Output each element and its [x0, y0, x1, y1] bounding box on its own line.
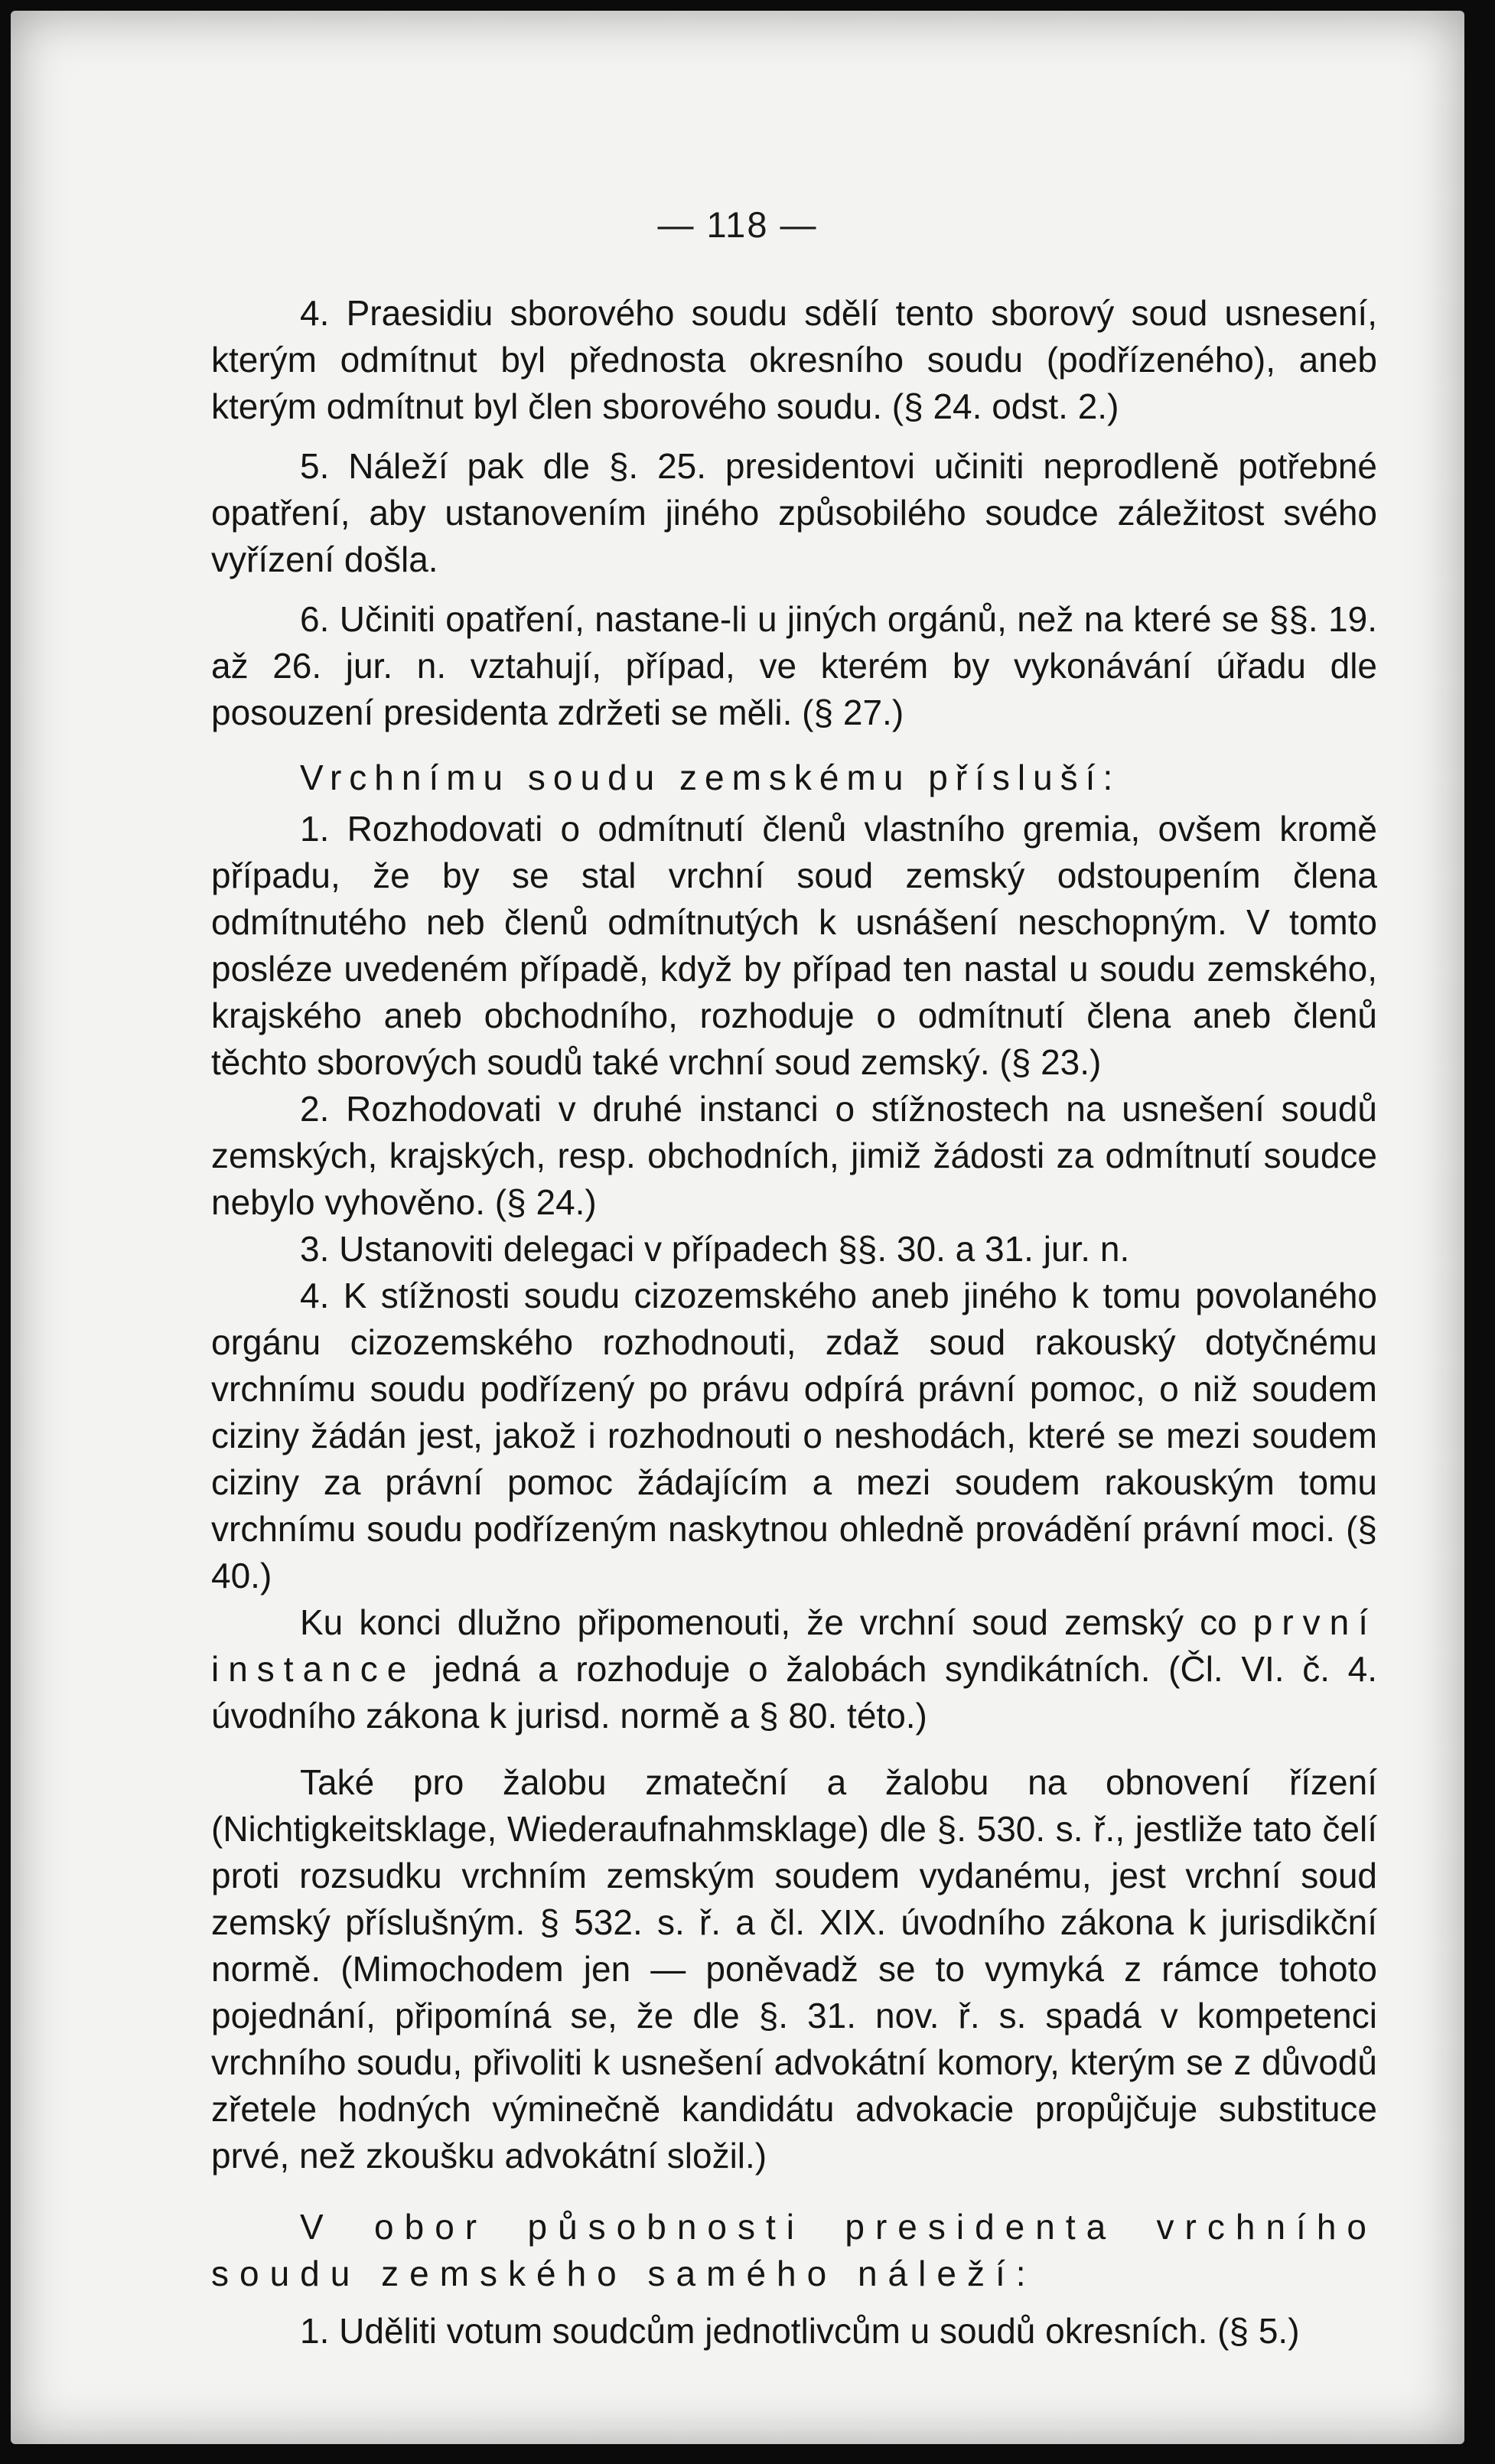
paragraph: 3. Ustanoviti delegaci v případech §§. 30. a 31. jur. n.: [300, 1229, 1130, 1269]
paragraph: 4. Praesidiu sborového soudu sdělí tento sborový soud usnesení, kterým odmítnut byl přednosta okresního soudu (podřízeného), aneb kterým odmítnut byl člen sborového soudu. (§ 24. odst. 2.): [211, 293, 1377, 426]
spaced-emphasis: první instance: [211, 1602, 1377, 1689]
paragraph: 5. Náleží pak dle §. 25. presidentovi učiniti neprodleně potřebné opatření, aby ustanovením jiného způsobilého soudce záležitost svého vyřízení došla.: [211, 446, 1377, 579]
paragraph: 6. Učiniti opatření, nastane-li u jiných orgánů, než na které se §§. 19. až 26. jur. n. vztahují, případ, ve kterém by vykonávání úřadu dle posouzení presidenta zdržeti se měli. (§ 27.): [211, 599, 1377, 732]
section-heading: Vrchnímu soudu zemskému přísluší:: [300, 758, 1121, 797]
paragraph: 4. K stížnosti soudu cizozemského aneb jiného k tomu povolaného orgánu cizozemského rozhodnouti, zdaž soud rakouský dotyčnému vrchnímu soudu podřízený po právu odpírá právní pomoc, o niž soudem ciziny žádán jest, jakož i rozhodnouti o neshodách, které se mezi soudem ciziny za právní pomoc žádajícím a mezi soudem rakouským tomu vrchnímu soudu podřízeným naskytnou ohledně provádění právní moci. (§ 40.): [211, 1276, 1377, 1595]
book-page: [11, 11, 1464, 2444]
paragraph: Také pro žalobu zmateční a žalobu na obnovení řízení (Nichtigkeitsklage, Wiederaufnahmsklage) dle §. 530. s. ř., jestliže tato čelí proti rozsudku vrchním zemským soudem vydanému, jest vrchní soud zemský příslušným. § 532. s. ř. a čl. XIX. úvodního zákona k jurisdikční normě. (Mimochodem jen — poněvadž se to vymyká z rámce tohoto pojednání, připomíná se, že dle §. 31. nov. ř. s. spadá v kompetenci vrchního soudu, přivoliti k usnešení advokátní komory, kterým se z důvodů zřetele hodných výminečně kandidátu advokacie propůjčuje substituce prvé, než zkoušku advokátní složil.): [211, 1762, 1377, 2176]
paragraph: 1. Uděliti votum soudcům jednotlivcům u soudů okresních. (§ 5.): [300, 2311, 1300, 2351]
page-number: — 118 —: [657, 204, 818, 245]
page-body: [211, 290, 1377, 2355]
paragraph: 2. Rozhodovati v druhé instanci o stížnostech na usnešení soudů zemských, krajských, resp. obchodních, jimiž žádosti za odmítnutí soudce nebylo vyhověno. (§ 24.): [211, 1089, 1377, 1222]
section-heading: V obor působnosti presidenta vrchního soudu zemského samého náleží:: [211, 2207, 1377, 2293]
text-run: Ku konci dlužno připomenouti, že vrchní soud zemský co: [300, 1602, 1253, 1642]
paragraph: 1. Rozhodovati o odmítnutí členů vlastního gremia, ovšem kromě případu, že by se stal vrchní soud zemský odstoupením člena odmítnutého neb členů odmítnutých k usnášení neschopným. V tomto posléze uvedeném případě, když by případ ten nastal u soudu zemského, krajského aneb obchodního, rozhoduje o odmítnutí člena aneb členů těchto sborových soudů také vrchní soud zemský. (§ 23.): [211, 809, 1377, 1082]
text-run: jedná a rozhoduje o žalobách syndikátních. (Čl. VI. č. 4. úvodního zákona k jurisd. normě a § 80. této.): [211, 1649, 1377, 1736]
paragraph: [211, 1599, 1377, 1739]
